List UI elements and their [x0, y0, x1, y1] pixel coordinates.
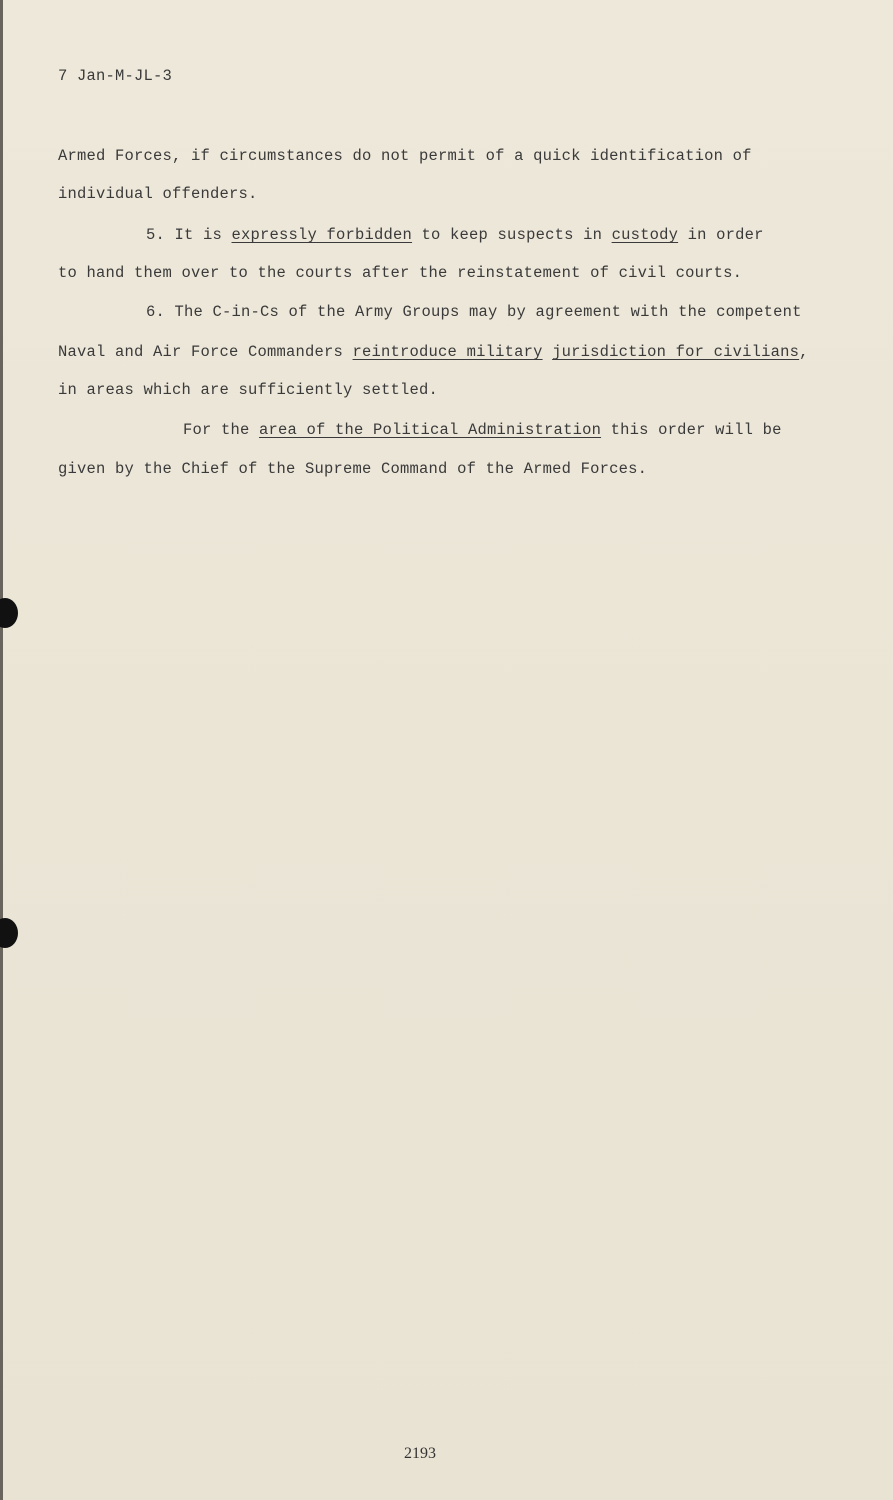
text-segment: , [799, 343, 809, 361]
text-segment: Naval and Air Force Commanders [58, 343, 353, 361]
text-line [58, 342, 809, 362]
page-left-edge [0, 0, 3, 1500]
underlined-text: custody [611, 226, 679, 244]
punch-hole-icon [0, 918, 18, 948]
text-segment: to hand them over to the courts after the reinstatement of civil courts. [58, 264, 743, 282]
text-segment: to keep suspects in [412, 226, 612, 244]
text-segment: individual offenders. [58, 185, 258, 203]
text-segment: this order will be [601, 421, 782, 439]
underlined-text: expressly forbidden [231, 226, 413, 244]
page-number: 2193 [404, 1445, 436, 1462]
text-segment: given by the Chief of the Supreme Command of the Armed Forces. [58, 460, 648, 478]
paragraph-6-line [146, 302, 802, 322]
underlined-text: jurisdiction for civilians [552, 343, 800, 361]
text-line [58, 459, 647, 479]
text-segment: 5. It is [146, 226, 232, 244]
underlined-text: area of the Political Administration [259, 421, 602, 439]
document-reference: 7 Jan-M-JL-3 [58, 67, 173, 85]
punch-hole-icon [0, 598, 18, 628]
text-line [58, 146, 752, 166]
text-segment: For the [183, 421, 260, 439]
closing-paragraph-line [183, 420, 782, 440]
text-segment: 6. The C-in-Cs of the Army Groups may by agreement with the competent [146, 303, 802, 321]
text-segment: in areas which are sufficiently settled. [58, 381, 439, 399]
text-segment: in order [678, 226, 764, 244]
text-line [58, 184, 258, 204]
text-segment [543, 343, 553, 361]
underlined-text: reintroduce military [352, 343, 543, 361]
text-line [58, 380, 438, 400]
text-segment: Armed Forces, if circumstances do not permit of a quick identification of [58, 147, 752, 165]
text-line [58, 263, 742, 283]
paragraph-5-line [146, 225, 764, 245]
